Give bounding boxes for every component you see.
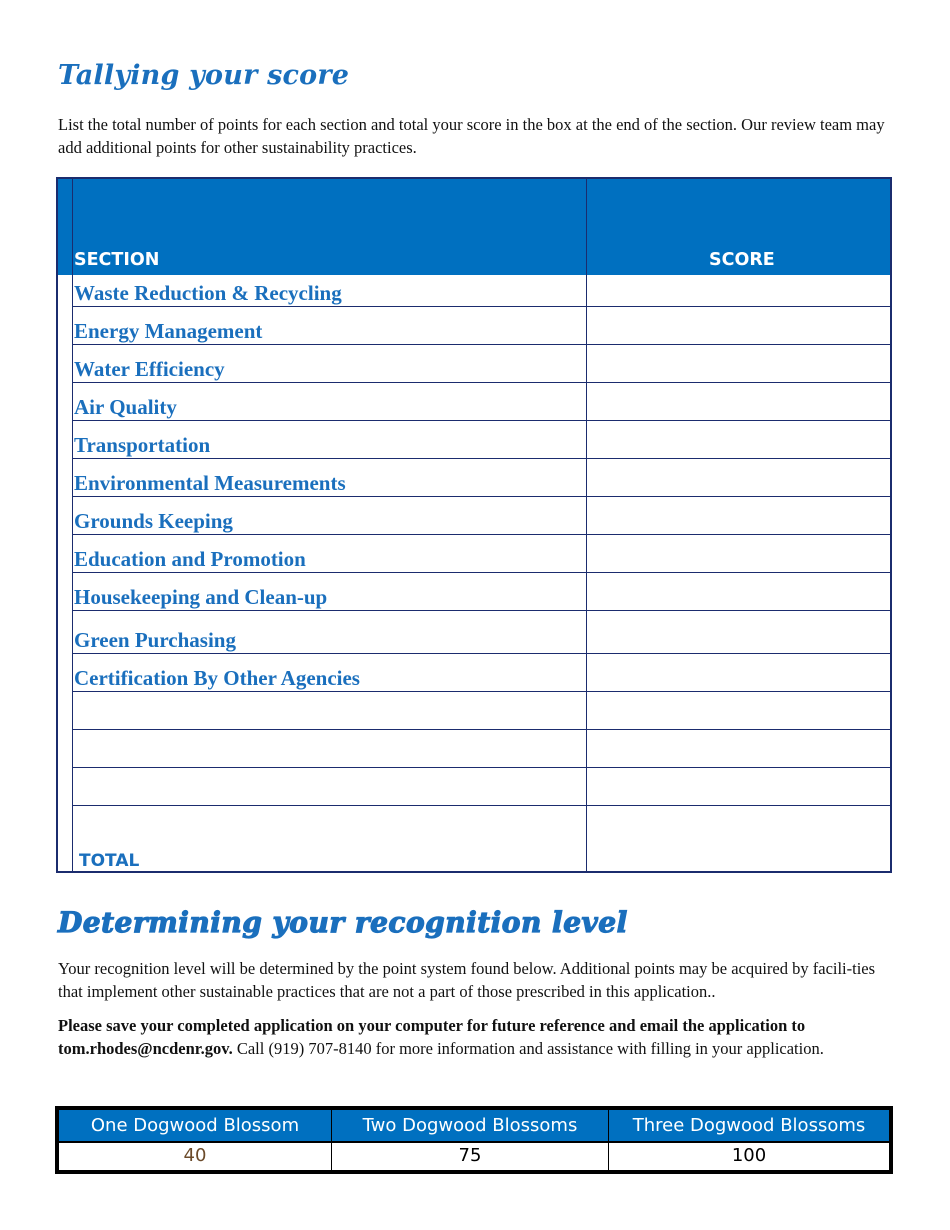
score-row[interactable] (72, 611, 890, 654)
save-instructions (58, 1014, 903, 1060)
tally-title: Tallying your score (58, 60, 350, 91)
level-points-two: 75 (458, 1145, 482, 1166)
score-row[interactable] (72, 345, 890, 383)
score-row[interactable] (72, 307, 890, 345)
section-column-header: SECTION (74, 250, 160, 270)
total-label: TOTAL (79, 851, 140, 871)
tally-instructions: List the total number of points for each section and total your score in the box at the end of the section. Our review team may add additional points for other sustainability practices. (58, 115, 885, 157)
row-label: Grounds Keeping (74, 509, 233, 533)
score-row[interactable] (72, 383, 890, 421)
score-row[interactable] (72, 421, 890, 459)
row-label: Housekeeping and Clean-up (74, 585, 328, 609)
save-instructions-contact: Call (919) 707-8140 for more information and assistance with filling in your application. (232, 1039, 824, 1058)
level-header-two: Two Dogwood Blossoms (362, 1115, 578, 1136)
score-table (56, 177, 892, 873)
row-label: Energy Management (74, 319, 263, 343)
recognition-paragraph: Your recognition level will be determined by the point system found below. Additional points may be acquired by facili-ties that implement other sustainable practices that are not a part of those prescribed in this application.. (58, 959, 876, 1001)
score-row[interactable] (72, 573, 890, 611)
row-label: Waste Reduction & Recycling (74, 281, 342, 305)
row-label: Education and Promotion (74, 547, 306, 571)
score-row[interactable] (72, 535, 890, 573)
score-row[interactable] (72, 730, 890, 768)
level-header-three: Three Dogwood Blossoms (632, 1115, 866, 1136)
row-label: Green Purchasing (74, 628, 236, 652)
row-label: Environmental Measurements (74, 471, 346, 495)
level-points-one: 40 (183, 1145, 207, 1166)
row-label: Air Quality (74, 395, 177, 419)
score-row[interactable] (72, 459, 890, 497)
score-table-header (58, 179, 890, 275)
level-points-three: 100 (731, 1145, 767, 1166)
score-row[interactable] (72, 768, 890, 806)
score-row[interactable] (72, 654, 890, 692)
row-label: Water Efficiency (74, 357, 225, 381)
save-instructions-bold: Please save your completed application on your computer for future reference and email the application to tom.rhodes@ncdenr.gov. (58, 1016, 806, 1058)
score-row[interactable] (72, 275, 890, 307)
score-row[interactable] (72, 692, 890, 730)
recognition-title: Determining your recognition level (58, 906, 628, 939)
row-label: Certification By Other Agencies (74, 666, 360, 690)
score-row[interactable] (72, 497, 890, 535)
row-label: Transportation (74, 433, 211, 457)
score-column-header: SCORE (709, 250, 775, 270)
level-header-one: One Dogwood Blossom (90, 1115, 300, 1136)
recognition-levels-table (55, 1106, 893, 1174)
